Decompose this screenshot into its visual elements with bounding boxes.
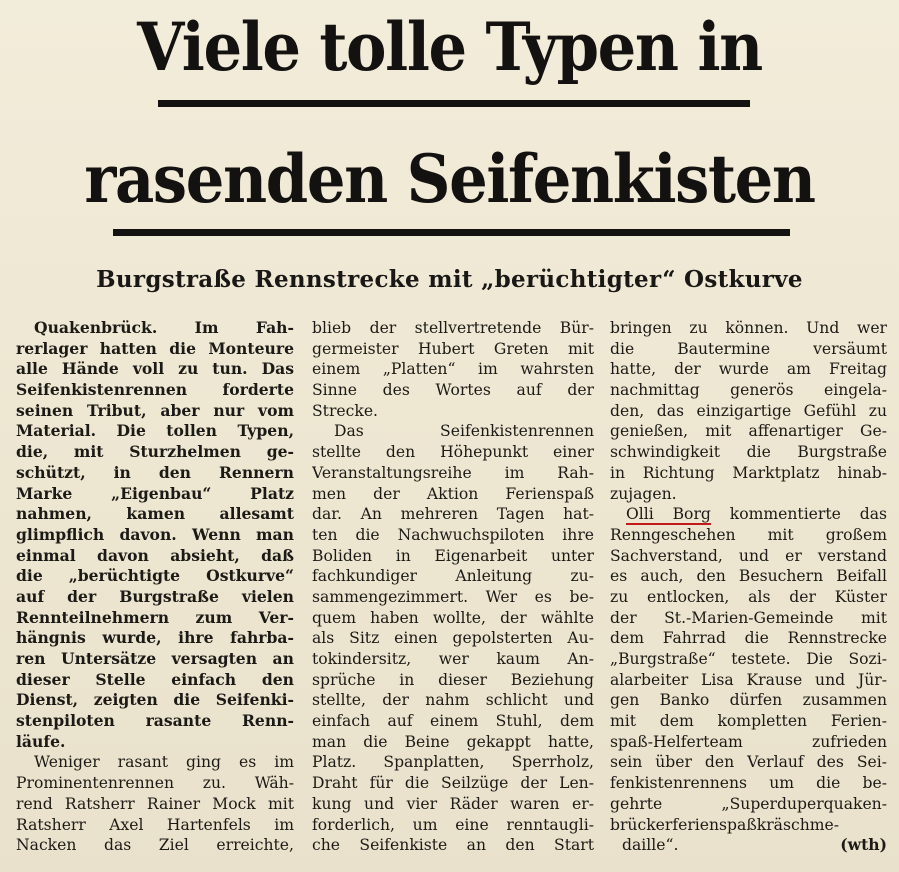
- article-column-3: [610, 318, 887, 856]
- text-line: Veranstaltungsreihe im Rah-: [312, 463, 594, 482]
- text-line: Nacken das Ziel erreichte,: [16, 836, 294, 855]
- text-line: Seifenkistenrennen forderte: [16, 380, 294, 400]
- text-line: Sachverstand, und er verstand: [610, 546, 887, 565]
- text-line: gen Banko dürfen zusammen: [610, 691, 887, 710]
- text-line: es auch, den Besuchern Beifall: [610, 567, 887, 586]
- text-line: fenkistenrennens um die be-: [610, 774, 887, 793]
- text-line: Rennteilnehmern zum Ver-: [16, 607, 294, 627]
- text-line-rest: kommentierte das: [710, 505, 887, 524]
- text-line: Strecke.: [312, 401, 378, 420]
- closing-text: daille“.: [622, 836, 679, 855]
- text-line: Ratsherr Axel Hartenfels im: [16, 815, 294, 834]
- article-column-1: [16, 318, 294, 856]
- text-line: Prominentenrennen zu. Wäh-: [16, 774, 294, 793]
- text-line: alle Hände voll zu tun. Das: [16, 359, 294, 379]
- text-line: rerlager hatten die Monteure: [16, 338, 294, 358]
- text-line: nahmen, kamen allesamt: [16, 504, 294, 524]
- column-2-paragraph-1: [312, 318, 594, 421]
- text-line: Platz. Spanplatten, Sperrholz,: [312, 753, 594, 772]
- text-line: auf der Burgstraße vielen: [16, 586, 294, 606]
- text-line: Das Seifenkistenrennen: [334, 422, 594, 441]
- text-line: men der Aktion Ferienspaß: [312, 484, 594, 503]
- text-line: stenpiloten rasante Renn-: [16, 711, 294, 731]
- text-line: der St.-Marien-Gemeinde mit: [610, 608, 887, 627]
- text-line: Draht für die Seilzüge der Len-: [312, 774, 594, 793]
- text-line: Quakenbrück. Im Fah-: [34, 318, 294, 337]
- text-line: schwindigkeit die Burgstraße: [610, 443, 887, 462]
- text-line: Sinne des Wortes auf der: [312, 381, 594, 400]
- text-line: rend Ratsherr Rainer Mock mit: [16, 794, 294, 813]
- text-line: sein über den Verlauf des Sei-: [610, 753, 887, 772]
- text-line: kung und vier Räder waren er-: [312, 794, 594, 813]
- highlighted-name: Olli Borg: [626, 505, 711, 524]
- text-line: alarbeiter Lisa Krause und Jür-: [610, 670, 887, 689]
- text-line: glimpflich davon. Wenn man: [16, 524, 294, 544]
- text-line: [610, 504, 887, 525]
- text-line: einem „Platten“ im wahrsten: [312, 360, 594, 379]
- text-line: sammengezimmert. Wer es be-: [312, 587, 594, 606]
- text-line: Weniger rasant ging es im: [34, 753, 294, 772]
- subheadline: Burgstraße Rennstrecke mit „berüchtigter“ Ostkurve: [96, 266, 803, 293]
- text-line: ren Untersätze versagten an: [16, 649, 294, 668]
- headline-line-1: Viele tolle Typen in: [137, 8, 762, 86]
- article-column-2: [312, 318, 594, 856]
- text-line: Material. Die tollen Typen,: [16, 421, 294, 441]
- text-line: che Seifenkiste an den Start: [312, 836, 594, 855]
- text-line: einmal davon absieht, daß: [16, 545, 294, 565]
- text-line: die, mit Sturzhelmen ge-: [16, 442, 294, 462]
- text-line: bringen zu können. Und wer: [610, 319, 887, 337]
- text-line: zu entlocken, als der Küster: [610, 587, 887, 606]
- text-line: quem haben wollte, der wählte: [312, 608, 594, 627]
- column-1-paragraph-1: [16, 318, 294, 752]
- column-1-paragraph-2: [16, 752, 294, 855]
- text-line: als Sitz einen gepolsterten Au-: [312, 629, 594, 648]
- text-line: genießen, mit affenartiger Ge-: [610, 422, 887, 441]
- text-line: brückerferienspaßkräschme-: [610, 815, 840, 834]
- headline-rule-top: [158, 100, 750, 107]
- text-line: „Burgstraße“ testete. Die Sozi-: [610, 650, 887, 668]
- text-line: stellte den Höhepunkt einer: [312, 443, 594, 462]
- text-line: nachmittag generös eingela-: [610, 381, 887, 400]
- column-2-paragraph-2: [312, 421, 594, 855]
- text-line: hängnis wurde, ihre fahrba-: [16, 628, 294, 648]
- text-line: gehrte „Superduperquaken-: [610, 794, 887, 813]
- text-line: man die Beine gekappt hatte,: [312, 732, 594, 751]
- text-line: forderlich, um eine renntaugli-: [312, 815, 594, 834]
- text-line-final: [610, 835, 887, 856]
- text-line: Dienst, zeigten die Seifenki-: [16, 690, 294, 710]
- text-line: spaß-Helferteam zufrieden: [610, 732, 887, 751]
- text-line: ten die Nachwuchspiloten ihre: [312, 525, 594, 544]
- text-line: germeister Hubert Greten mit: [312, 339, 594, 358]
- text-line: Boliden in Eigenarbeit unter: [312, 546, 594, 565]
- text-line: seinen Tribut, aber nur vom: [16, 400, 294, 420]
- text-line: dem Fahrrad die Rennstrecke: [610, 629, 887, 648]
- text-line: sprüche in dieser Beziehung: [312, 670, 594, 689]
- column-3-paragraph-1: [610, 318, 887, 504]
- text-line: tokindersitz, wer kaum An-: [312, 650, 594, 668]
- text-line: den, das einzigartige Gefühl zu: [610, 401, 887, 420]
- text-line: in Richtung Marktplatz hinab-: [610, 463, 887, 482]
- text-line: blieb der stellvertretende Bür-: [312, 319, 594, 337]
- text-line: einfach auf einem Stuhl, dem: [312, 712, 594, 731]
- text-line: hatte, der wurde am Freitag: [610, 360, 887, 379]
- text-line: mit dem kompletten Ferien-: [610, 712, 887, 731]
- column-3-paragraph-2: [610, 504, 887, 856]
- text-line: Marke „Eigenbau“ Platz: [16, 483, 294, 503]
- text-line: die „berüchtigte Ostkurve“: [16, 566, 294, 586]
- text-line: stellte, der nahm schlicht und: [312, 691, 594, 710]
- text-line: dar. An mehreren Tagen hat-: [312, 505, 594, 524]
- text-line: zujagen.: [610, 484, 677, 503]
- text-line: dieser Stelle einfach den: [16, 669, 294, 689]
- text-line: läufe.: [16, 731, 66, 751]
- headline-rule-bottom: [113, 229, 790, 236]
- headline-line-2: rasenden Seifenkisten: [84, 140, 815, 218]
- author-signature: (wth): [840, 835, 887, 855]
- text-line: fachkundiger Anleitung zu-: [312, 567, 594, 586]
- text-line: die Bautermine versäumt: [610, 339, 887, 358]
- text-line: schützt, in den Rennern: [16, 462, 294, 482]
- text-line: Renngeschehen mit großem: [610, 525, 887, 544]
